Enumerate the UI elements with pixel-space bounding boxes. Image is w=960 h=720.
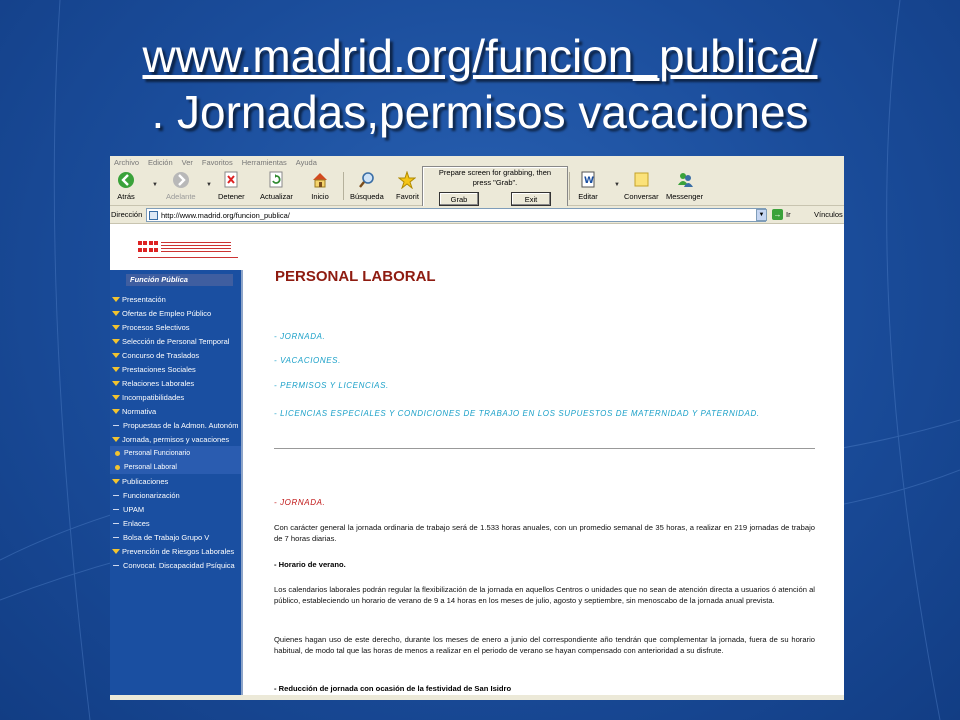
back-button[interactable] bbox=[116, 170, 136, 201]
sidebar-item[interactable] bbox=[110, 348, 241, 362]
exit-button[interactable]: Exit bbox=[511, 192, 551, 206]
expand-triangle-icon bbox=[112, 367, 120, 372]
toolbar-separator bbox=[343, 172, 344, 200]
messenger-label: Messenger bbox=[666, 192, 704, 201]
sidebar-item-label: Personal Funcionario bbox=[124, 449, 191, 457]
bullet-dot-icon bbox=[115, 451, 120, 456]
expand-triangle-icon bbox=[112, 325, 120, 330]
browser-window bbox=[110, 156, 844, 700]
sidebar-item-label: Prestaciones Sociales bbox=[122, 364, 196, 374]
word-document-icon bbox=[578, 170, 598, 190]
forward-arrow-icon bbox=[171, 170, 191, 190]
sidebar-item-label: Personal Laboral bbox=[124, 463, 177, 471]
expand-triangle-icon bbox=[112, 339, 120, 344]
page-icon bbox=[149, 211, 158, 220]
sidebar-item-label: Jornada, permisos y vacaciones bbox=[122, 434, 230, 444]
svg-text:W: W bbox=[584, 176, 594, 186]
toc-link-jornada[interactable]: - JORNADA. bbox=[274, 332, 326, 341]
messenger-button[interactable] bbox=[666, 170, 703, 201]
menu-herramientas[interactable]: Herramientas bbox=[241, 157, 287, 167]
sidebar-item[interactable] bbox=[110, 334, 241, 348]
expand-triangle-icon bbox=[112, 311, 120, 316]
go-label: Ir bbox=[786, 210, 791, 219]
status-bar bbox=[110, 695, 844, 700]
sidebar-item-label: Relaciones Laborales bbox=[122, 378, 195, 388]
address-input[interactable] bbox=[146, 208, 766, 222]
sidebar bbox=[110, 224, 243, 700]
sidebar-item[interactable] bbox=[110, 516, 241, 530]
back-label: Atrás bbox=[117, 192, 135, 201]
conversar-button[interactable] bbox=[624, 170, 659, 201]
home-label: Inicio bbox=[311, 192, 329, 201]
expand-triangle-icon bbox=[112, 479, 120, 484]
stop-label: Detener bbox=[218, 192, 245, 201]
menu-favoritos[interactable]: Favoritos bbox=[201, 157, 233, 167]
grab-dialog-message bbox=[423, 168, 567, 188]
dash-icon bbox=[113, 425, 119, 426]
sidebar-item-label: Selección de Personal Temporal bbox=[122, 336, 230, 346]
sidebar-header: Función Pública bbox=[126, 274, 233, 286]
search-icon bbox=[357, 170, 377, 190]
edit-dropdown-icon[interactable]: ▼ bbox=[614, 182, 620, 188]
edit-label: Editar bbox=[578, 192, 598, 201]
expand-triangle-icon bbox=[112, 353, 120, 358]
menu-ver[interactable]: Ver bbox=[181, 157, 193, 167]
sidebar-item[interactable] bbox=[110, 544, 241, 558]
logo-wordmark bbox=[161, 242, 231, 254]
sidebar-item[interactable] bbox=[110, 362, 241, 376]
paragraph-horario-verano: Los calendarios laborales podrán regular la flexibilización de la jornada en aquellos Centros o unidades que no sean de atención directa a usuarios ó atención al público, estableciendo un horario de verano de 9 a 14 horas en los meses de julio, agosto y septiembre, sin menoscabo de la jornada anual prevista. bbox=[274, 585, 815, 605]
search-button[interactable] bbox=[350, 170, 384, 201]
sidebar-item-label: Procesos Selectivos bbox=[122, 322, 190, 332]
sidebar-item-label: Concurso de Traslados bbox=[122, 350, 200, 360]
sidebar-item[interactable] bbox=[110, 376, 241, 390]
sidebar-item[interactable] bbox=[110, 488, 241, 502]
sidebar-nav bbox=[110, 270, 243, 700]
dash-icon bbox=[113, 509, 119, 510]
menu-archivo[interactable]: Archivo bbox=[114, 157, 140, 167]
paragraph-compensacion: Quienes hagan uso de este derecho, durante los meses de enero a junio del correspondiente año tendrán que complementar la jornada, fuera de su horario habitual, de modo tal que las horas de menos a realizar en el periodo de verano se hayan compensado con anterioridad a su disfrute. bbox=[274, 635, 815, 655]
edit-button[interactable] bbox=[578, 170, 598, 201]
toc-link-vacaciones[interactable]: - VACACIONES. bbox=[274, 356, 341, 365]
slide-title-rest: . Jornadas,permisos vacaciones bbox=[151, 86, 809, 138]
refresh-label: Actualizar bbox=[260, 192, 293, 201]
refresh-icon bbox=[266, 170, 286, 190]
grab-dialog bbox=[422, 166, 568, 210]
sidebar-item[interactable] bbox=[110, 292, 241, 306]
favorites-button[interactable] bbox=[396, 170, 419, 201]
sidebar-item-label: Normativa bbox=[122, 406, 157, 416]
expand-triangle-icon bbox=[112, 437, 120, 442]
subhead-san-isidro: - Reducción de jornada con ocasión de la festividad de San Isidro bbox=[274, 684, 512, 693]
sidebar-item[interactable] bbox=[110, 502, 241, 516]
forward-label: Adelante bbox=[166, 192, 196, 201]
page-title: PERSONAL LABORAL bbox=[275, 268, 436, 285]
sidebar-item[interactable] bbox=[110, 558, 241, 572]
address-bar bbox=[110, 206, 844, 224]
address-label: Dirección bbox=[111, 210, 143, 219]
address-url: http://www.madrid.org/funcion_publica/ bbox=[161, 210, 290, 220]
subhead-horario-verano bbox=[274, 560, 346, 569]
expand-triangle-icon bbox=[112, 297, 120, 302]
main-content bbox=[243, 224, 844, 700]
comunidad-madrid-logo[interactable] bbox=[138, 238, 238, 258]
expand-triangle-icon bbox=[112, 409, 120, 414]
grab-message-line2: press "Grab". bbox=[472, 178, 518, 187]
sidebar-item-label: Incompatibilidades bbox=[122, 392, 185, 402]
home-button[interactable] bbox=[310, 170, 330, 201]
discussion-note-icon bbox=[631, 170, 651, 190]
address-dropdown-icon[interactable]: ▼ bbox=[756, 209, 767, 221]
sidebar-item[interactable] bbox=[110, 390, 241, 404]
expand-triangle-icon bbox=[112, 395, 120, 400]
paragraph-jornada-general: Con carácter general la jornada ordinaria de trabajo será de 1.533 horas anuales, con un promedio semanal de 35 horas, a realizar en 219 jornadas de trabajo de 7 horas diarias. bbox=[274, 523, 815, 543]
forward-button[interactable] bbox=[166, 170, 196, 201]
forward-dropdown-icon[interactable]: ▼ bbox=[206, 182, 212, 188]
messenger-buddies-icon bbox=[675, 170, 695, 190]
sidebar-item-label: Enlaces bbox=[123, 518, 150, 528]
toolbar bbox=[110, 168, 844, 206]
sidebar-item-label: Convocat. Discapacidad Psíquica bbox=[123, 560, 235, 570]
links-label[interactable]: Vínculos bbox=[814, 210, 843, 219]
sidebar-item-label: Presentación bbox=[122, 294, 166, 304]
sidebar-item[interactable] bbox=[110, 446, 241, 460]
divider bbox=[274, 448, 815, 449]
subhead-prefix: - bbox=[274, 560, 279, 569]
dash-icon bbox=[113, 565, 119, 566]
back-dropdown-icon[interactable]: ▼ bbox=[152, 182, 158, 188]
menu-edicion[interactable]: Edición bbox=[148, 157, 173, 167]
bullet-dot-icon bbox=[115, 465, 120, 470]
toc-link-permisos[interactable]: - PERMISOS Y LICENCIAS. bbox=[274, 381, 389, 390]
logo-area bbox=[110, 224, 243, 270]
search-label: Búsqueda bbox=[350, 192, 384, 201]
sidebar-item-label: Prevención de Riesgos Laborales bbox=[122, 546, 235, 556]
logo-mark-icon bbox=[138, 241, 158, 255]
sidebar-item[interactable] bbox=[110, 306, 241, 320]
slide-title bbox=[0, 28, 960, 140]
back-arrow-icon bbox=[116, 170, 136, 190]
menu-ayuda[interactable]: Ayuda bbox=[295, 157, 317, 167]
sidebar-item-label: Bolsa de Trabajo Grupo V bbox=[123, 532, 210, 542]
sidebar-item[interactable] bbox=[110, 404, 241, 418]
sidebar-item[interactable] bbox=[110, 530, 241, 544]
sidebar-items bbox=[110, 292, 241, 572]
sidebar-item[interactable] bbox=[110, 474, 241, 488]
grab-button[interactable]: Grab bbox=[439, 192, 479, 206]
go-button[interactable] bbox=[772, 209, 791, 220]
toc-link-licencias[interactable]: - LICENCIAS ESPECIALES Y CONDICIONES DE TRABAJO EN LOS SUPUESTOS DE MATERNIDAD Y PATERNIDAD. bbox=[274, 409, 760, 418]
dash-icon bbox=[113, 495, 119, 496]
stop-icon bbox=[221, 170, 241, 190]
sidebar-item[interactable] bbox=[110, 432, 241, 446]
sidebar-item-label: Ofertas de Empleo Público bbox=[122, 308, 212, 318]
sidebar-item[interactable] bbox=[110, 418, 241, 432]
sidebar-item-label: Publicaciones bbox=[122, 476, 169, 486]
sidebar-item[interactable] bbox=[110, 460, 241, 474]
home-icon bbox=[310, 170, 330, 190]
stop-button[interactable] bbox=[218, 170, 245, 201]
slide-title-link[interactable]: www.madrid.org/funcion_publica/ bbox=[142, 30, 818, 82]
sidebar-item-label: Propuestas de la Admon. Autonóm bbox=[123, 420, 239, 430]
page-content bbox=[110, 224, 844, 700]
star-icon bbox=[397, 170, 417, 190]
favorites-label: Favorit bbox=[396, 192, 419, 201]
expand-triangle-icon bbox=[112, 381, 120, 386]
section-title-jornada: - JORNADA. bbox=[274, 498, 326, 507]
conversar-label: Conversar bbox=[624, 192, 659, 201]
refresh-button[interactable] bbox=[260, 170, 293, 201]
grab-message-line1: Prepare screen for grabbing, then bbox=[438, 168, 552, 177]
dash-icon bbox=[113, 537, 119, 538]
subhead-text: Horario de verano. bbox=[278, 560, 346, 569]
go-arrow-icon: → bbox=[773, 210, 782, 219]
sidebar-item-label: UPAM bbox=[123, 504, 145, 514]
expand-triangle-icon bbox=[112, 549, 120, 554]
toolbar-separator bbox=[569, 172, 570, 200]
sidebar-item-label: Funcionarización bbox=[123, 490, 180, 500]
sidebar-item[interactable] bbox=[110, 320, 241, 334]
dash-icon bbox=[113, 523, 119, 524]
